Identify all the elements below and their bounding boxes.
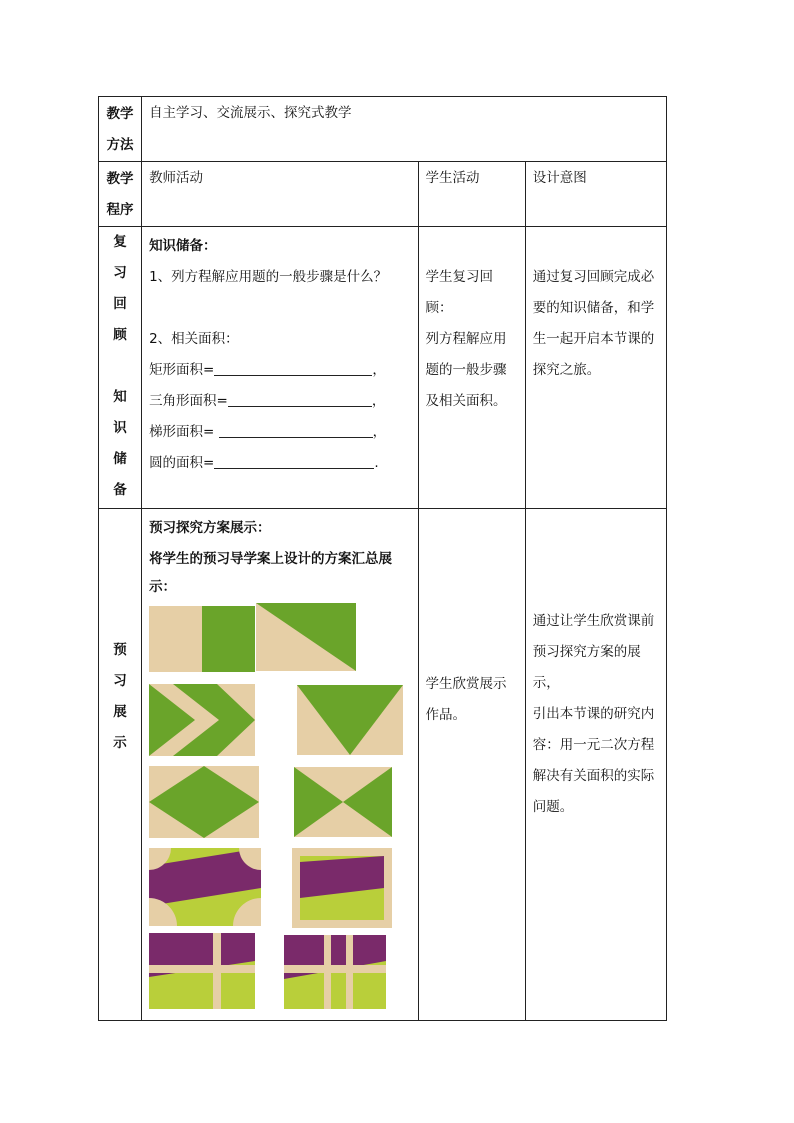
label-teaching-method: 教学 方法	[99, 97, 142, 162]
teaching-method-content: 自主学习、交流展示、探究式教学	[142, 97, 667, 162]
design-diamond	[149, 766, 259, 838]
review-student-activity: 学生复习回顾： 列方程解应用 题的一般步骤 及相关面积。	[418, 227, 525, 509]
preview-subheading-line-2: 示：	[149, 579, 177, 595]
row-teaching-method	[99, 97, 667, 162]
row-procedure-header	[99, 162, 667, 227]
design-framed-band	[292, 848, 392, 928]
question-1: 1、列方程解应用题的一般步骤是什么？	[149, 269, 388, 285]
design-diagonal	[256, 603, 356, 671]
row-preview-display	[99, 509, 667, 1021]
design-double-cross-path	[284, 935, 386, 1009]
area-trapezoid: 梯形面积= ，	[149, 417, 410, 448]
design-cross-path	[149, 933, 255, 1009]
preview-subheading-line-1: 将学生的预习导学案上设计的方案汇总展	[149, 551, 393, 567]
preview-heading: 预习探究方案展示：	[149, 520, 271, 536]
question-2: 2、相关面积：	[149, 331, 239, 347]
label-procedure: 教学 程序	[99, 162, 142, 227]
preview-student-activity: 学生欣赏展示 作品。	[418, 509, 525, 1021]
header-teacher-activity: 教师活动	[142, 162, 418, 227]
review-content	[142, 227, 418, 509]
label-preview-display: 预 习 展 示	[99, 509, 142, 1021]
design-inverted-triangle	[297, 685, 403, 755]
design-bowtie	[294, 767, 392, 837]
review-design-intent: 通过复习回顾完成必 要的知识储备，和学 生一起开启本节课的 探究之旅。	[525, 227, 666, 509]
design-gallery	[142, 600, 417, 1020]
knowledge-heading: 知识储备：	[149, 238, 217, 254]
area-triangle: 三角形面积= ，	[149, 386, 410, 417]
area-rectangle: 矩形面积= ，	[149, 355, 410, 386]
design-quarter-circles	[149, 848, 261, 926]
header-design-intent: 设计意图	[525, 162, 666, 227]
label-review: 复 习 回 顾 知 识 储 备	[99, 227, 142, 509]
lesson-plan-table	[98, 96, 667, 1021]
header-student-activity: 学生活动	[418, 162, 525, 227]
row-review	[99, 227, 667, 509]
preview-content	[142, 509, 418, 1021]
design-chevron	[149, 684, 255, 756]
preview-design-intent: 通过让学生欣赏课前 预习探究方案的展示， 引出本节课的研究内 容：用一元二次方程 解决有关面积的实际 问题。	[525, 509, 666, 1021]
design-rect-half	[149, 606, 255, 672]
area-circle: 圆的面积= .	[149, 448, 410, 479]
